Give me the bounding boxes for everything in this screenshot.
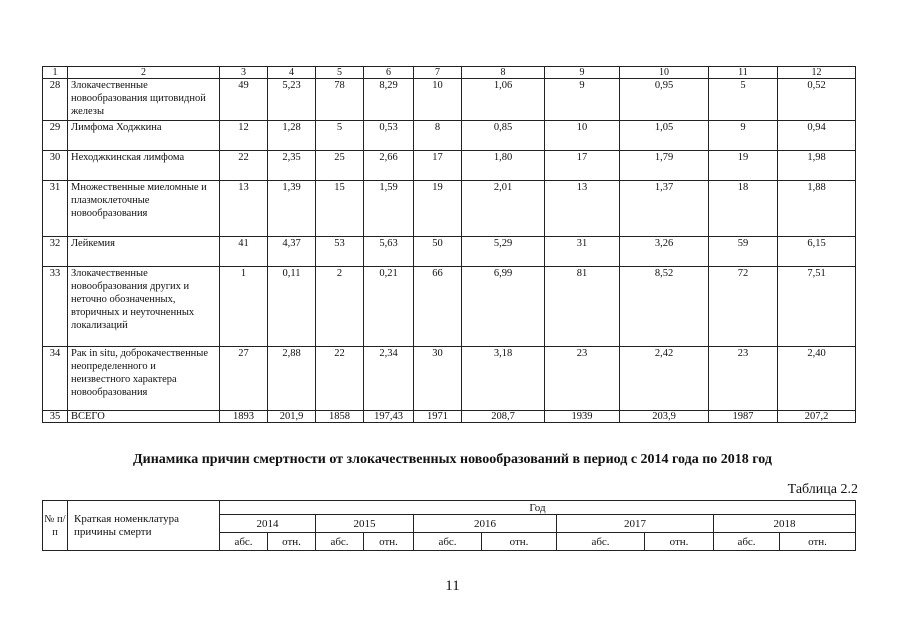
column-number-cell: 3 [220, 67, 268, 79]
column-number-cell: 6 [364, 67, 414, 79]
rel-value-cell: 197,43 [364, 411, 414, 423]
row-number: 29 [43, 121, 68, 151]
rel-value-cell: 0,85 [462, 121, 545, 151]
row-number: 33 [43, 267, 68, 347]
rel-value-cell: 1,06 [462, 79, 545, 121]
year-2016: 2016 [414, 515, 557, 533]
abs-value-cell: 15 [316, 181, 364, 237]
otn-header: отн. [482, 533, 557, 551]
rel-value-cell: 0,11 [268, 267, 316, 347]
abs-header: абс. [714, 533, 780, 551]
abs-value-cell: 22 [316, 347, 364, 411]
rel-value-cell: 203,9 [620, 411, 709, 423]
column-number-cell: 9 [545, 67, 620, 79]
abs-value-cell: 78 [316, 79, 364, 121]
mortality-table-continued [42, 66, 856, 423]
column-number-cell: 10 [620, 67, 709, 79]
row-number: 35 [43, 411, 68, 423]
rel-value-cell: 5,29 [462, 237, 545, 267]
abs-header: абс. [316, 533, 364, 551]
abs-value-cell: 1 [220, 267, 268, 347]
rel-value-cell: 2,34 [364, 347, 414, 411]
rel-value-cell: 1,05 [620, 121, 709, 151]
table-caption: Динамика причин смертности от злокачественных новообразований в период с 2014 года по 2018 год [133, 452, 772, 467]
column-header-year: Год [220, 501, 856, 515]
abs-value-cell: 72 [709, 267, 778, 347]
year-2017: 2017 [557, 515, 714, 533]
year-2018: 2018 [714, 515, 856, 533]
abs-value-cell: 66 [414, 267, 462, 347]
rel-value-cell: 2,42 [620, 347, 709, 411]
abs-value-cell: 19 [709, 151, 778, 181]
abs-value-cell: 1939 [545, 411, 620, 423]
abs-value-cell: 23 [709, 347, 778, 411]
rel-value-cell: 2,01 [462, 181, 545, 237]
abs-header: абс. [557, 533, 645, 551]
rel-value-cell: 1,28 [268, 121, 316, 151]
otn-header: отн. [268, 533, 316, 551]
column-header-name: Краткая номенклатура причины смерти [68, 501, 220, 551]
otn-header: отн. [645, 533, 714, 551]
abs-value-cell: 25 [316, 151, 364, 181]
abs-value-cell: 30 [414, 347, 462, 411]
rel-value-cell: 1,80 [462, 151, 545, 181]
cause-name: Лейкемия [68, 237, 220, 267]
abs-value-cell: 8 [414, 121, 462, 151]
rel-value-cell: 5,63 [364, 237, 414, 267]
rel-value-cell: 2,88 [268, 347, 316, 411]
table-row [43, 267, 856, 347]
abs-value-cell: 10 [545, 121, 620, 151]
row-number: 32 [43, 237, 68, 267]
column-number-cell: 7 [414, 67, 462, 79]
cause-name: ВСЕГО [68, 411, 220, 423]
rel-value-cell: 8,29 [364, 79, 414, 121]
column-number-row [43, 67, 856, 79]
cause-name: Неходжкинская лимфома [68, 151, 220, 181]
rel-value-cell: 8,52 [620, 267, 709, 347]
abs-value-cell: 81 [545, 267, 620, 347]
rel-value-cell: 3,18 [462, 347, 545, 411]
rel-value-cell: 1,79 [620, 151, 709, 181]
abs-value-cell: 18 [709, 181, 778, 237]
column-number-cell: 1 [43, 67, 68, 79]
rel-value-cell: 3,26 [620, 237, 709, 267]
abs-value-cell: 13 [545, 181, 620, 237]
row-number: 30 [43, 151, 68, 181]
abs-value-cell: 1858 [316, 411, 364, 423]
rel-value-cell: 201,9 [268, 411, 316, 423]
cause-name: Злокачественные новообразования других и неточно обозначенных, вторичных и неуточненных локализаций [68, 267, 220, 347]
row-number: 31 [43, 181, 68, 237]
rel-value-cell: 4,37 [268, 237, 316, 267]
abs-value-cell: 22 [220, 151, 268, 181]
rel-value-cell: 5,23 [268, 79, 316, 121]
year-2014: 2014 [220, 515, 316, 533]
row-number: 28 [43, 79, 68, 121]
cause-name: Злокачественные новообразования щитовидной железы [68, 79, 220, 121]
table-row [43, 411, 856, 423]
rel-value-cell: 1,37 [620, 181, 709, 237]
rel-value-cell: 0,21 [364, 267, 414, 347]
abs-value-cell: 5 [316, 121, 364, 151]
abs-header: абс. [414, 533, 482, 551]
cause-name: Множественные миеломные и плазмоклеточные новообразования [68, 181, 220, 237]
column-number-cell: 8 [462, 67, 545, 79]
abs-value-cell: 31 [545, 237, 620, 267]
rel-value-cell: 207,2 [778, 411, 856, 423]
table-row [43, 121, 856, 151]
abs-header: абс. [220, 533, 268, 551]
abs-value-cell: 1987 [709, 411, 778, 423]
rel-value-cell: 0,53 [364, 121, 414, 151]
mortality-dynamics-table-header [42, 500, 856, 551]
abs-value-cell: 12 [220, 121, 268, 151]
rel-value-cell: 7,51 [778, 267, 856, 347]
abs-value-cell: 5 [709, 79, 778, 121]
otn-header: отн. [364, 533, 414, 551]
rel-value-cell: 2,66 [364, 151, 414, 181]
year-2015: 2015 [316, 515, 414, 533]
abs-value-cell: 17 [545, 151, 620, 181]
abs-value-cell: 49 [220, 79, 268, 121]
table-row [43, 347, 856, 411]
table-row [43, 237, 856, 267]
column-number-cell: 11 [709, 67, 778, 79]
rel-value-cell: 2,40 [778, 347, 856, 411]
rel-value-cell: 0,95 [620, 79, 709, 121]
abs-value-cell: 10 [414, 79, 462, 121]
abs-value-cell: 59 [709, 237, 778, 267]
abs-value-cell: 9 [545, 79, 620, 121]
abs-value-cell: 53 [316, 237, 364, 267]
column-number-cell: 4 [268, 67, 316, 79]
abs-value-cell: 17 [414, 151, 462, 181]
table-label: Таблица 2.2 [787, 482, 858, 497]
rel-value-cell: 1,59 [364, 181, 414, 237]
rel-value-cell: 0,94 [778, 121, 856, 151]
abs-value-cell: 1971 [414, 411, 462, 423]
otn-header: отн. [780, 533, 856, 551]
abs-value-cell: 50 [414, 237, 462, 267]
cause-name: Лимфома Ходжкина [68, 121, 220, 151]
rel-value-cell: 1,39 [268, 181, 316, 237]
rel-value-cell: 6,15 [778, 237, 856, 267]
column-number-cell: 12 [778, 67, 856, 79]
cause-name: Рак in situ, доброкачественные неопределенного и неизвестного характера новообразования [68, 347, 220, 411]
row-number: 34 [43, 347, 68, 411]
column-number-cell: 2 [68, 67, 220, 79]
rel-value-cell: 1,88 [778, 181, 856, 237]
table-row [43, 181, 856, 237]
rel-value-cell: 0,52 [778, 79, 856, 121]
abs-value-cell: 1893 [220, 411, 268, 423]
abs-value-cell: 23 [545, 347, 620, 411]
column-header-number: № п/п [43, 501, 68, 551]
abs-value-cell: 27 [220, 347, 268, 411]
rel-value-cell: 6,99 [462, 267, 545, 347]
abs-value-cell: 13 [220, 181, 268, 237]
abs-value-cell: 19 [414, 181, 462, 237]
column-number-cell: 5 [316, 67, 364, 79]
abs-value-cell: 2 [316, 267, 364, 347]
rel-value-cell: 208,7 [462, 411, 545, 423]
abs-value-cell: 9 [709, 121, 778, 151]
abs-value-cell: 41 [220, 237, 268, 267]
page-number: 11 [445, 578, 460, 594]
rel-value-cell: 2,35 [268, 151, 316, 181]
table-row [43, 79, 856, 121]
rel-value-cell: 1,98 [778, 151, 856, 181]
table-row [43, 151, 856, 181]
